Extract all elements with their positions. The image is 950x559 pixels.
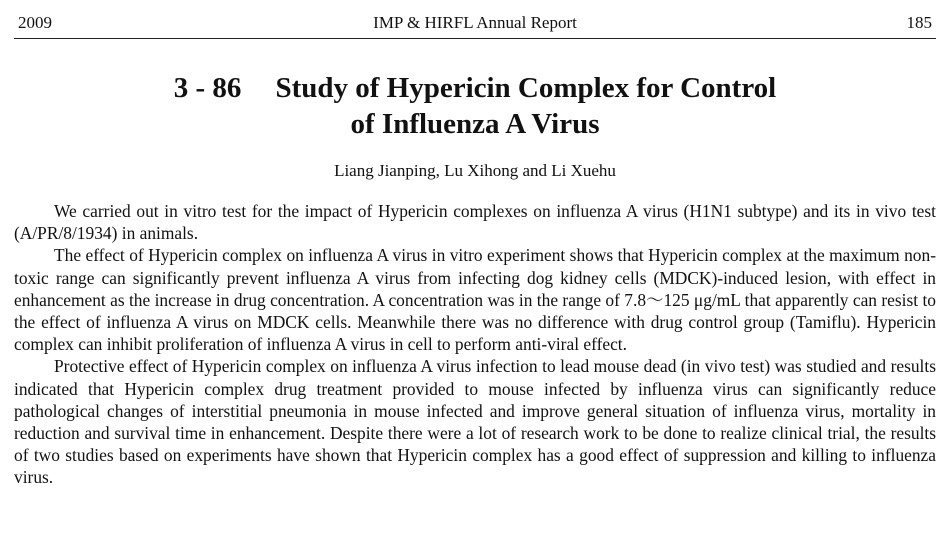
article-title-line1 — [0, 70, 950, 106]
article-authors: Liang Jianping, Lu Xihong and Li Xuehu — [334, 161, 616, 180]
article-body — [14, 200, 936, 489]
paragraph: We carried out in vitro test for the impact of Hypericin complexes on influenza A virus (H1N1 subtype) and its in vivo test (A/PR/8/1934) in animals. — [14, 201, 936, 244]
article-title-line2: of Influenza A Virus — [350, 108, 600, 140]
header-year: 2009 — [18, 13, 52, 32]
paragraph: Protective effect of Hypericin complex on influenza A virus infection to lead mouse dead (in vivo test) was studied and results indicated that Hypericin complex drug treatment provided to mouse infected by influenza virus can significantly reduce pathological changes of interstitial pneumonia in mouse infected and improve general situation of influenza virus, mortality in reduction and survival time in enhancement. Despite there were a lot of research work to be done to realize clinical trial, the results of two studies based on experiments have shown that Hypericin complex has a good effect of suppression and killing to influenza virus. — [14, 356, 936, 488]
article-title — [0, 70, 950, 142]
article-title-text-1: Study of Hypericin Complex for Control — [275, 72, 777, 104]
running-header — [14, 10, 936, 39]
article-number: 3 - 86 — [173, 72, 242, 104]
paragraph: The effect of Hypericin complex on influenza A virus in vitro experiment shows that Hypericin complex at the maximum non-toxic range can significantly prevent influenza A virus from infecting dog kidney cells (MDCK)-induced lesion, with effect in enhancement as the increase in drug concentration. A concentration was in the range of 7.8～125 μg/mL that apparently can resist to the effect of influenza A virus on MDCK cells. Meanwhile there was no difference with drug control group (Tamiflu). Hypericin complex can inhibit proliferation of influenza A virus in cell to perform anti-viral effect. — [14, 245, 936, 355]
header-page-number: 185 — [906, 13, 932, 32]
header-report-title: IMP & HIRFL Annual Report — [373, 13, 577, 32]
